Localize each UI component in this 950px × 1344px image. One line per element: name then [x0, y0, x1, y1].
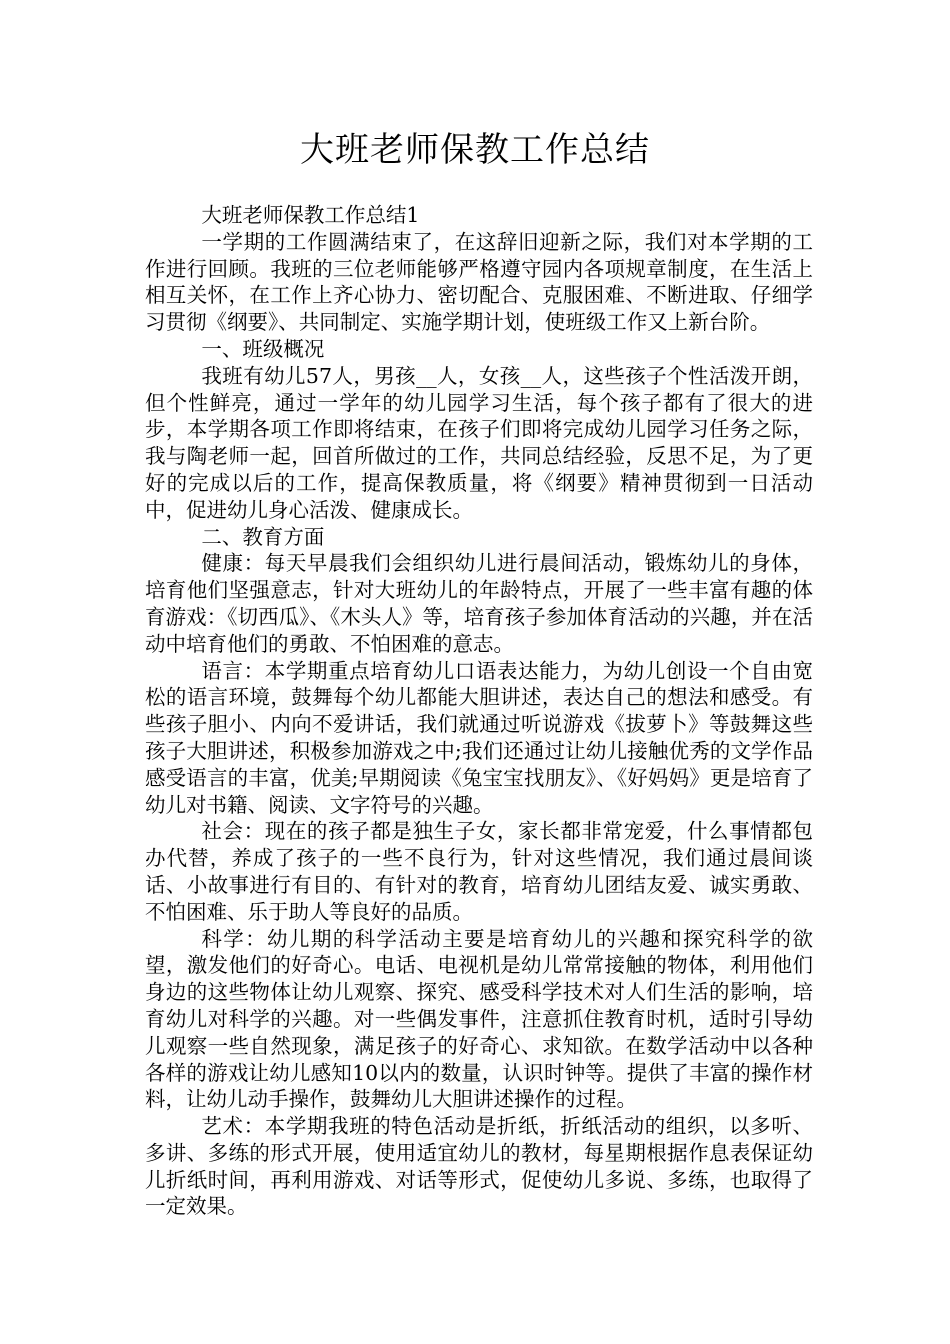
body-paragraph: 社会：现在的孩子都是独生子女，家长都非常宠爱，什么事情都包办代替，养成了孩子的一些不良行为，针对这些情况，我们通过晨间谈话、小故事进行有目的、有针对的教育，培育幼儿团结友爱、诚实勇敢、不怕困难、乐于助人等良好的品质。 [145, 819, 813, 924]
section-heading: 大班老师保教工作总结1 [201, 203, 420, 227]
body-paragraph: 健康：每天早晨我们会组织幼儿进行晨间活动，锻炼幼儿的身体，培育他们坚强意志，针对大班幼儿的年龄特点，开展了一些丰富有趣的体育游戏：《切西瓜》、《木头人》等，培育孩子参加体育活动的兴趣，并在活动中培育他们的勇敢、不怕困难的意志。 [145, 551, 813, 656]
body-paragraph: 我班有幼儿57人，男孩__人，女孩__人，这些孩子个性活泼开朗，但个性鲜亮，通过一学年的幼儿园学习生活，每个孩子都有了很大的进步，本学期各项工作即将结束，在孩子们即将完成幼儿园学习任务之际，我与陶老师一起，回首所做过的工作，共同总结经验，反思不足，为了更好的完成以后的工作，提高保教质量，将《纲要》精神贯彻到一日活动中，促进幼儿身心活泼、健康成长。 [145, 363, 813, 522]
section-heading: 二、教育方面 [201, 524, 325, 549]
body-paragraph: 艺术：本学期我班的特色活动是折纸，折纸活动的组织，以多听、多讲、多练的形式开展，使用适宜幼儿的教材，每星期根据作息表保证幼儿折纸时间，再利用游戏、对话等形式，促使幼儿多说、多练，也取得了一定效果。 [145, 1114, 813, 1219]
document-title: 大班老师保教工作总结 [300, 130, 650, 170]
body-paragraph: 科学：幼儿期的科学活动主要是培育幼儿的兴趣和探究科学的欲望，激发他们的好奇心。电话、电视机是幼儿常常接触的物体，利用他们身边的这些物体让幼儿观察、探究、感受科学技术对人们生活的影响，培育幼儿对科学的兴趣。对一些偶发事件，注意抓住教育时机，适时引导幼儿观察一些自然现象，满足孩子的好奇心、求知欲。在数学活动中以各种各样的游戏让幼儿感知10以内的数量，认识时钟等。提供了丰富的操作材料，让幼儿动手操作，鼓舞幼儿大胆讲述操作的过程。 [145, 926, 813, 1112]
body-paragraph: 一学期的工作圆满结束了，在这辞旧迎新之际，我们对本学期的工作进行回顾。我班的三位老师能够严格遵守园内各项规章制度，在生活上相互关怀，在工作上齐心协力、密切配合、克服困难、不断进取、仔细学习贯彻《纲要》、共同制定、实施学期计划，使班级工作又上新台阶。 [145, 229, 813, 335]
body-paragraph: 语言：本学期重点培育幼儿口语表达能力，为幼儿创设一个自由宽松的语言环境，鼓舞每个幼儿都能大胆讲述，表达自己的想法和感受。有些孩子胆小、内向不爱讲话，我们就通过听说游戏《拔萝卜》等鼓舞这些孩子大胆讲述，积极参加游戏之中;我们还通过让幼儿接触优秀的文学作品感受语言的丰富，优美;早期阅读《兔宝宝找朋友》、《好妈妈》更是培育了幼儿对书籍、阅读、文字符号的兴趣。 [145, 658, 813, 817]
document-body [145, 202, 813, 1220]
section-heading: 一、班级概况 [201, 336, 325, 361]
